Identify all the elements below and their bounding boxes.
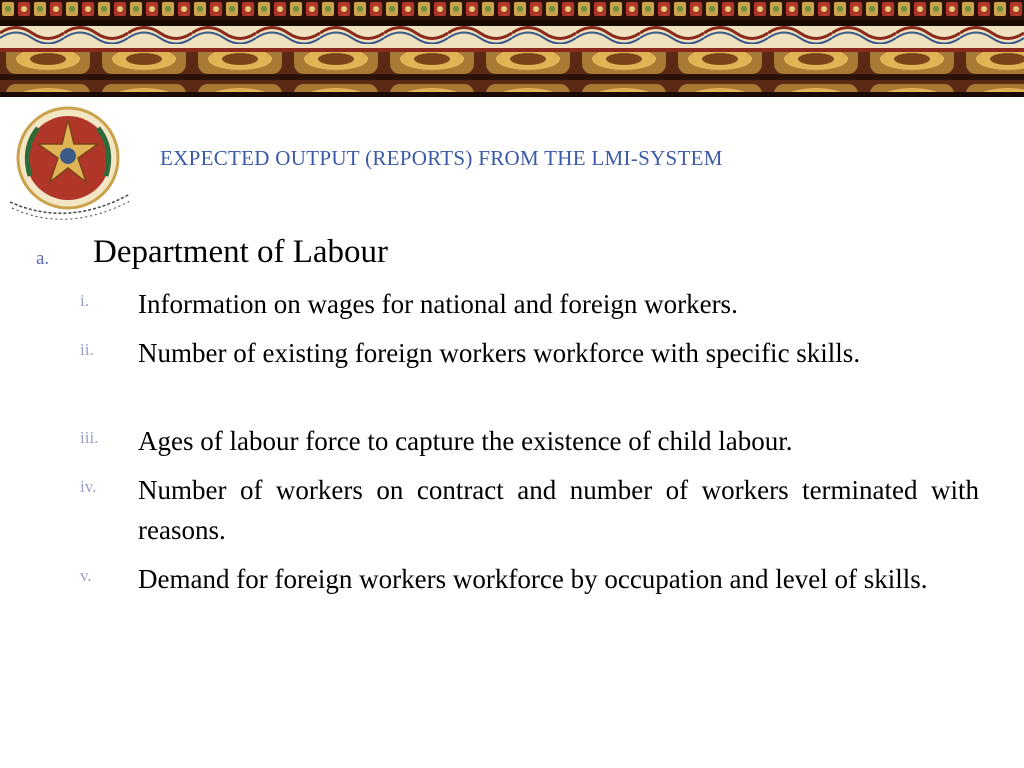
decorative-banner	[0, 0, 1024, 97]
list-item-text: Number of existing foreign workers workforce with specific skills.	[138, 338, 861, 368]
list-item-marker: v.	[80, 566, 92, 585]
section-heading: Department of Labour	[93, 234, 389, 270]
slide-title: EXPECTED OUTPUT (REPORTS) FROM THE LMI-SYSTEM	[160, 146, 723, 170]
list-item-marker: iv.	[80, 477, 97, 496]
section-marker: a.	[36, 248, 50, 269]
emblem-icon	[2, 98, 138, 226]
list-item-text: Information on wages for national and foreign workers.	[138, 289, 738, 319]
list-item-marker: ii.	[80, 340, 94, 359]
list-item-marker: i.	[80, 291, 89, 310]
list-item-text: Number of workers on contract and number of workers terminated with reasons.	[138, 475, 979, 545]
section-department-of-labour	[0, 230, 1024, 280]
list-item-text: Ages of labour force to capture the existence of child labour.	[138, 426, 793, 456]
royal-emblem	[2, 98, 138, 226]
list-item-text: Demand for foreign workers workforce by occupation and level of skills.	[138, 564, 928, 594]
carved-wood-pattern	[0, 0, 1024, 97]
list-item-marker: iii.	[80, 428, 99, 447]
